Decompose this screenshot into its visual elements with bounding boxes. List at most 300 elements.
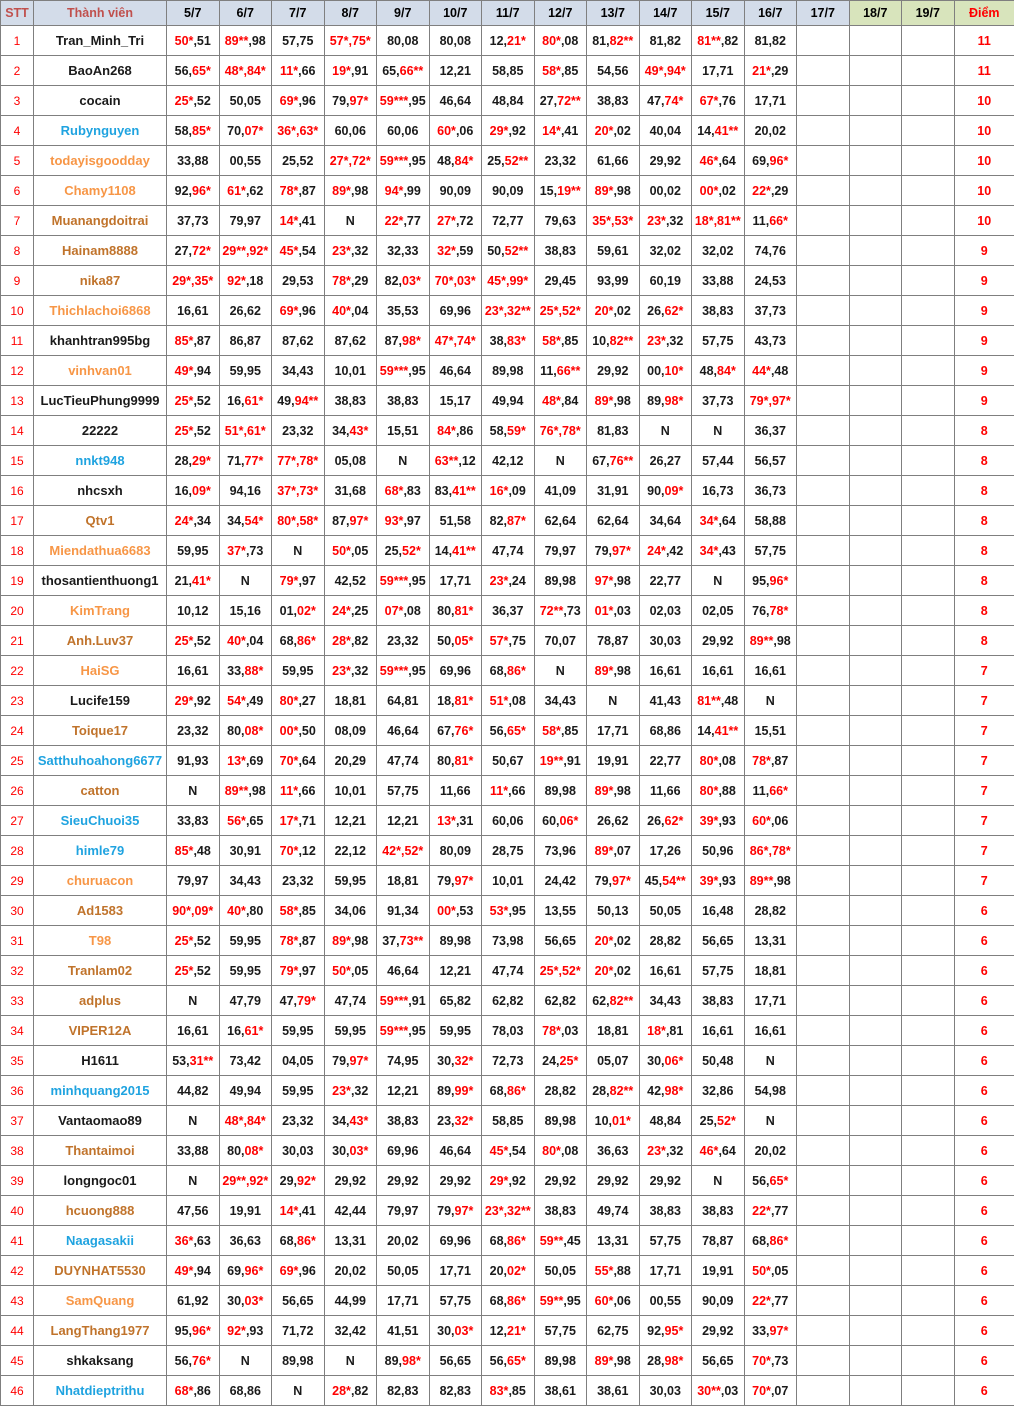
- day-cell: 56,65*: [167, 56, 220, 86]
- day-cell: 28,75: [482, 836, 535, 866]
- day-cell: 50,05: [219, 86, 272, 116]
- day-cell: 36,63: [219, 1226, 272, 1256]
- day-cell: [902, 446, 955, 476]
- day-cell: [797, 1076, 850, 1106]
- hit-number: 25*: [175, 394, 194, 408]
- row-number: 1: [1, 26, 34, 56]
- hit-number: 72*: [192, 244, 211, 258]
- day-cell: 16,61: [639, 956, 692, 986]
- day-cell: [902, 56, 955, 86]
- hit-number: 97*: [350, 514, 369, 528]
- points-cell: 8: [954, 446, 1014, 476]
- day-cell: 58*,85: [272, 896, 325, 926]
- day-cell: [902, 1076, 955, 1106]
- day-cell: [482, 266, 535, 296]
- day-cell: [902, 26, 955, 56]
- day-cell: [902, 1226, 955, 1256]
- day-cell: 89,98*: [639, 386, 692, 416]
- day-cell: 92*,93: [219, 1316, 272, 1346]
- row-number: 37: [1, 1106, 34, 1136]
- day-cell: 15,16: [219, 596, 272, 626]
- hit-number: 59**: [540, 1294, 564, 1308]
- day-cell: [849, 1136, 902, 1166]
- day-cell: 71,77*: [219, 446, 272, 476]
- day-cell: 21,41*: [167, 566, 220, 596]
- table-row: [1, 236, 1014, 266]
- day-cell: 36,37: [482, 596, 535, 626]
- table-row: [1, 1376, 1014, 1406]
- hit-number: 50*: [752, 1264, 771, 1278]
- day-cell: [849, 416, 902, 446]
- day-cell: 58,85: [482, 56, 535, 86]
- day-cell: 60,06: [324, 116, 377, 146]
- hit-number: 21*: [507, 34, 526, 48]
- table-row: [1, 1076, 1014, 1106]
- member-name: vinhvan01: [34, 356, 167, 386]
- day-cell: 59**,95: [534, 1286, 587, 1316]
- day-cell: [849, 956, 902, 986]
- day-cell: [902, 476, 955, 506]
- day-cell: [429, 266, 482, 296]
- hit-number: 86*: [507, 1084, 526, 1098]
- day-cell: 40*,04: [324, 296, 377, 326]
- day-cell: 11,66: [639, 776, 692, 806]
- day-cell: 68,86*: [482, 1076, 535, 1106]
- day-cell: 29,92: [692, 1316, 745, 1346]
- day-cell: 15,51: [377, 416, 430, 446]
- day-cell: [902, 1166, 955, 1196]
- day-cell: 79,63: [534, 206, 587, 236]
- hit-number: 89*: [595, 664, 614, 678]
- hit-number: 84*: [437, 424, 456, 438]
- table-row: [1, 386, 1014, 416]
- day-cell: 57,75: [429, 1286, 482, 1316]
- day-cell: 34,06: [324, 896, 377, 926]
- day-cell: 81**,48: [692, 686, 745, 716]
- day-cell: 79,97*: [429, 1196, 482, 1226]
- day-cell: 79,97*: [429, 866, 482, 896]
- day-cell: 80*,88: [692, 776, 745, 806]
- day-cell: 24,53: [744, 266, 797, 296]
- day-cell: [849, 1316, 902, 1346]
- hit-number: 03*: [455, 1324, 474, 1338]
- day-cell: 48*,84: [534, 386, 587, 416]
- day-cell: 25*,52: [167, 416, 220, 446]
- day-cell: 18,81: [377, 866, 430, 896]
- day-cell: 69,96: [429, 656, 482, 686]
- hit-number: 61*: [245, 1024, 264, 1038]
- table-row: [1, 1046, 1014, 1076]
- day-cell: 81,83: [587, 416, 640, 446]
- day-cell: [272, 116, 325, 146]
- member-name: Muanangdoitrai: [34, 206, 167, 236]
- hit-number: 05*: [455, 634, 474, 648]
- points-cell: 6: [954, 986, 1014, 1016]
- day-cell: [744, 836, 797, 866]
- hit-number: 89**: [225, 784, 249, 798]
- points-cell: 6: [954, 896, 1014, 926]
- day-cell: 34,43: [639, 986, 692, 1016]
- day-cell: 51,58: [429, 506, 482, 536]
- day-cell: 38,83: [324, 386, 377, 416]
- day-cell: [849, 1076, 902, 1106]
- row-number: 2: [1, 56, 34, 86]
- day-cell: [429, 326, 482, 356]
- day-cell: 89*,98: [587, 176, 640, 206]
- day-cell: 56,76*: [167, 1346, 220, 1376]
- hit-number: 81**: [697, 694, 721, 708]
- day-cell: [902, 1106, 955, 1136]
- day-cell: 20,02*: [482, 1256, 535, 1286]
- table-row: [1, 806, 1014, 836]
- day-cell: 82,03*: [377, 266, 430, 296]
- hit-number: 80*: [542, 34, 561, 48]
- day-cell: 10,01: [324, 356, 377, 386]
- day-cell: 34,43: [534, 686, 587, 716]
- table-row: [1, 716, 1014, 746]
- member-name: Chamy1108: [34, 176, 167, 206]
- day-cell: 63**,12: [429, 446, 482, 476]
- hit-number: 41**: [452, 544, 476, 558]
- hit-number: 83*: [507, 334, 526, 348]
- day-cell: 48,84: [482, 86, 535, 116]
- hit-number: 66*: [769, 784, 788, 798]
- hit-number: 46*: [700, 1144, 719, 1158]
- day-cell: 87,62: [324, 326, 377, 356]
- hit-number: 02*: [507, 1264, 526, 1278]
- hit-number: 96*: [245, 1264, 264, 1278]
- hit-number: 41*: [192, 574, 211, 588]
- table-row: [1, 626, 1014, 656]
- day-cell: 73,42: [219, 1046, 272, 1076]
- day-cell: 80*,08: [534, 26, 587, 56]
- day-cell: 38,61: [534, 1376, 587, 1406]
- row-number: 16: [1, 476, 34, 506]
- hit-number: 95*: [665, 1324, 684, 1338]
- day-cell: 11,66: [429, 776, 482, 806]
- hit-number: 96*: [770, 574, 789, 588]
- day-cell: N: [272, 1376, 325, 1406]
- day-cell: [849, 896, 902, 926]
- day-cell: 23,32: [272, 866, 325, 896]
- table-row: [1, 686, 1014, 716]
- day-cell: 78*,29: [324, 266, 377, 296]
- day-cell: [902, 626, 955, 656]
- day-cell: 47,79: [219, 986, 272, 1016]
- day-cell: 42,52: [324, 566, 377, 596]
- hit-number: 28*: [332, 634, 351, 648]
- day-cell: 64,81: [377, 686, 430, 716]
- hit-number: 32*: [437, 244, 456, 258]
- table-row: [1, 26, 1014, 56]
- hit-number: 59***: [380, 994, 409, 1008]
- hit-number: 81*: [455, 604, 474, 618]
- day-cell: [219, 236, 272, 266]
- day-cell: 23*,32: [639, 1136, 692, 1166]
- day-cell: [849, 596, 902, 626]
- member-name: adplus: [34, 986, 167, 1016]
- hit-number: 18*,81**: [695, 214, 741, 228]
- day-cell: 39*,93: [692, 866, 745, 896]
- day-cell: 46,64: [377, 956, 430, 986]
- day-cell: 59,95: [272, 1076, 325, 1106]
- day-cell: 42,12: [482, 446, 535, 476]
- day-cell: [849, 1106, 902, 1136]
- points-cell: 8: [954, 476, 1014, 506]
- hit-number: 59***: [380, 94, 409, 108]
- day-cell: 80,81*: [429, 596, 482, 626]
- hit-number: 76*: [192, 1354, 211, 1368]
- day-cell: 69,96: [429, 296, 482, 326]
- day-cell: 40*,04: [219, 626, 272, 656]
- points-cell: 7: [954, 806, 1014, 836]
- day-cell: 59,95: [324, 866, 377, 896]
- hit-number: 96*: [770, 154, 789, 168]
- row-number: 23: [1, 686, 34, 716]
- day-cell: 25*,52: [167, 926, 220, 956]
- member-name: Tranlam02: [34, 956, 167, 986]
- hit-number: 25*: [175, 634, 194, 648]
- day-cell: [272, 446, 325, 476]
- hit-number: 57*,75*: [330, 34, 371, 48]
- day-cell: 30,03*: [429, 1316, 482, 1346]
- table-row: [1, 1016, 1014, 1046]
- day-cell: 20,29: [324, 746, 377, 776]
- header-day: 17/7: [797, 1, 850, 26]
- day-cell: 81,82: [744, 26, 797, 56]
- member-name: Vantaomao89: [34, 1106, 167, 1136]
- hit-number: 68*: [175, 1384, 194, 1398]
- day-cell: 32,33: [377, 236, 430, 266]
- table-row: [1, 176, 1014, 206]
- hit-number: 23*: [332, 244, 351, 258]
- day-cell: 86,87: [219, 326, 272, 356]
- day-cell: 69,96*: [744, 146, 797, 176]
- hit-number: 40*: [227, 634, 246, 648]
- day-cell: 30,91: [219, 836, 272, 866]
- day-cell: 55*,88: [587, 1256, 640, 1286]
- header-day: 16/7: [744, 1, 797, 26]
- day-cell: 17,71: [377, 1286, 430, 1316]
- table-row: [1, 1106, 1014, 1136]
- day-cell: 22,77: [639, 566, 692, 596]
- day-cell: 95,96*: [167, 1316, 220, 1346]
- hit-number: 73**: [400, 934, 424, 948]
- day-cell: [902, 1196, 955, 1226]
- member-name: Satthuhoahong6677: [34, 746, 167, 776]
- day-cell: 56*,65: [219, 806, 272, 836]
- day-cell: 58,88: [744, 506, 797, 536]
- hit-number: 82**: [610, 34, 634, 48]
- hit-number: 89**: [225, 34, 249, 48]
- hit-number: 72**: [557, 94, 581, 108]
- hit-number: 58*: [542, 64, 561, 78]
- header-day: 12/7: [534, 1, 587, 26]
- day-cell: 79,97: [167, 866, 220, 896]
- day-cell: 27*,72: [429, 206, 482, 236]
- day-cell: N: [692, 566, 745, 596]
- header-day: 18/7: [849, 1, 902, 26]
- hit-number: 52**: [505, 154, 529, 168]
- day-cell: [797, 146, 850, 176]
- day-cell: 59***,95: [377, 146, 430, 176]
- hit-number: 98*: [402, 334, 421, 348]
- day-cell: [797, 656, 850, 686]
- day-cell: 29,92: [587, 1166, 640, 1196]
- hit-number: 25*: [175, 934, 194, 948]
- hit-number: 27*,72*: [330, 154, 371, 168]
- day-cell: 30**,03: [692, 1376, 745, 1406]
- member-name: DUYNHAT5530: [34, 1256, 167, 1286]
- day-cell: [797, 986, 850, 1016]
- hit-number: 29*: [490, 1174, 509, 1188]
- day-cell: 92,96*: [167, 176, 220, 206]
- day-cell: 58,85*: [167, 116, 220, 146]
- table-row: [1, 1346, 1014, 1376]
- day-cell: 17,71: [744, 986, 797, 1016]
- day-cell: 26,62: [219, 296, 272, 326]
- hit-number: 97*: [455, 874, 474, 888]
- day-cell: 22,77: [639, 746, 692, 776]
- hit-number: 54**: [662, 874, 686, 888]
- day-cell: [902, 1046, 955, 1076]
- day-cell: [849, 1166, 902, 1196]
- day-cell: 28,82: [534, 1076, 587, 1106]
- day-cell: 90,09*: [639, 476, 692, 506]
- day-cell: 17,71: [744, 86, 797, 116]
- day-cell: 84*,86: [429, 416, 482, 446]
- hit-number: 50*: [332, 544, 351, 558]
- day-cell: 27,72**: [534, 86, 587, 116]
- day-cell: N: [587, 686, 640, 716]
- member-name: Tran_Minh_Tri: [34, 26, 167, 56]
- table-row: [1, 986, 1014, 1016]
- day-cell: 60,19: [639, 266, 692, 296]
- day-cell: 43,73: [744, 326, 797, 356]
- row-number: 15: [1, 446, 34, 476]
- day-cell: 79,97: [219, 206, 272, 236]
- day-cell: 92,95*: [639, 1316, 692, 1346]
- hit-number: 93*: [385, 514, 404, 528]
- hit-number: 85*: [175, 844, 194, 858]
- day-cell: [902, 296, 955, 326]
- table-row: [1, 926, 1014, 956]
- hit-number: 20*: [595, 964, 614, 978]
- day-cell: 14*,41: [272, 206, 325, 236]
- row-number: 13: [1, 386, 34, 416]
- member-name: Rubynguyen: [34, 116, 167, 146]
- day-cell: [849, 1046, 902, 1076]
- day-cell: 70*,12: [272, 836, 325, 866]
- day-cell: [797, 1376, 850, 1406]
- day-cell: N: [744, 686, 797, 716]
- hit-number: 65*: [507, 724, 526, 738]
- day-cell: 34,43*: [324, 416, 377, 446]
- day-cell: [482, 296, 535, 326]
- points-cell: 10: [954, 176, 1014, 206]
- hit-number: 03*: [402, 274, 421, 288]
- header-day: 13/7: [587, 1, 640, 26]
- day-cell: 68,86*: [272, 1226, 325, 1256]
- day-cell: 20,02: [744, 116, 797, 146]
- row-number: 3: [1, 86, 34, 116]
- day-cell: 32,86: [692, 1076, 745, 1106]
- day-cell: 23*,32: [324, 656, 377, 686]
- hit-number: 40*: [227, 904, 246, 918]
- day-cell: 31,68: [324, 476, 377, 506]
- hit-number: 78*: [280, 184, 299, 198]
- points-cell: 10: [954, 146, 1014, 176]
- row-number: 32: [1, 956, 34, 986]
- day-cell: 20*,02: [587, 296, 640, 326]
- day-cell: 62,64: [587, 506, 640, 536]
- hit-number: 36*: [175, 1234, 194, 1248]
- day-cell: [534, 956, 587, 986]
- day-cell: 49,94: [482, 386, 535, 416]
- day-cell: 90,09: [429, 176, 482, 206]
- hit-number: 89*: [595, 1354, 614, 1368]
- day-cell: [849, 1286, 902, 1316]
- day-cell: [324, 26, 377, 56]
- row-number: 5: [1, 146, 34, 176]
- hit-number: 23*: [647, 334, 666, 348]
- day-cell: [902, 116, 955, 146]
- hit-number: 78*: [280, 934, 299, 948]
- hit-number: 00*: [700, 184, 719, 198]
- day-cell: [849, 1256, 902, 1286]
- day-cell: [272, 476, 325, 506]
- hit-number: 13*: [227, 754, 246, 768]
- points-cell: 10: [954, 86, 1014, 116]
- table-row: [1, 206, 1014, 236]
- day-cell: 34*,64: [692, 506, 745, 536]
- day-cell: 59***,91: [377, 986, 430, 1016]
- hit-number: 88*: [245, 664, 264, 678]
- day-cell: 37,73: [744, 296, 797, 326]
- day-cell: 89*,98: [324, 176, 377, 206]
- hit-number: 59***: [380, 1024, 409, 1038]
- day-cell: [797, 1256, 850, 1286]
- day-cell: 57,75: [377, 776, 430, 806]
- hit-number: 94*: [385, 184, 404, 198]
- day-cell: 69,96: [377, 1136, 430, 1166]
- day-cell: 59,95: [219, 956, 272, 986]
- day-cell: 29,53: [272, 266, 325, 296]
- hit-number: 20*: [595, 934, 614, 948]
- hit-number: 92*: [227, 274, 246, 288]
- day-cell: 29,92: [587, 356, 640, 386]
- day-cell: 18*,81: [639, 1016, 692, 1046]
- day-cell: [797, 326, 850, 356]
- day-cell: 26,27: [639, 446, 692, 476]
- day-cell: 11,66*: [744, 776, 797, 806]
- day-cell: 58*,85: [534, 56, 587, 86]
- hit-number: 48*,84*: [225, 1114, 266, 1128]
- day-cell: [797, 1016, 850, 1046]
- day-cell: 37,73**: [377, 926, 430, 956]
- hit-number: 70*,03*: [435, 274, 476, 288]
- hit-number: 31**: [190, 1054, 214, 1068]
- day-cell: 57,75: [534, 1316, 587, 1346]
- table-row: [1, 1256, 1014, 1286]
- day-cell: [902, 536, 955, 566]
- hit-number: 49*,94*: [645, 64, 686, 78]
- day-cell: 62,82**: [587, 986, 640, 1016]
- hit-number: 21*: [752, 64, 771, 78]
- day-cell: [219, 1106, 272, 1136]
- hit-number: 60*: [437, 124, 456, 138]
- day-cell: 33,88*: [219, 656, 272, 686]
